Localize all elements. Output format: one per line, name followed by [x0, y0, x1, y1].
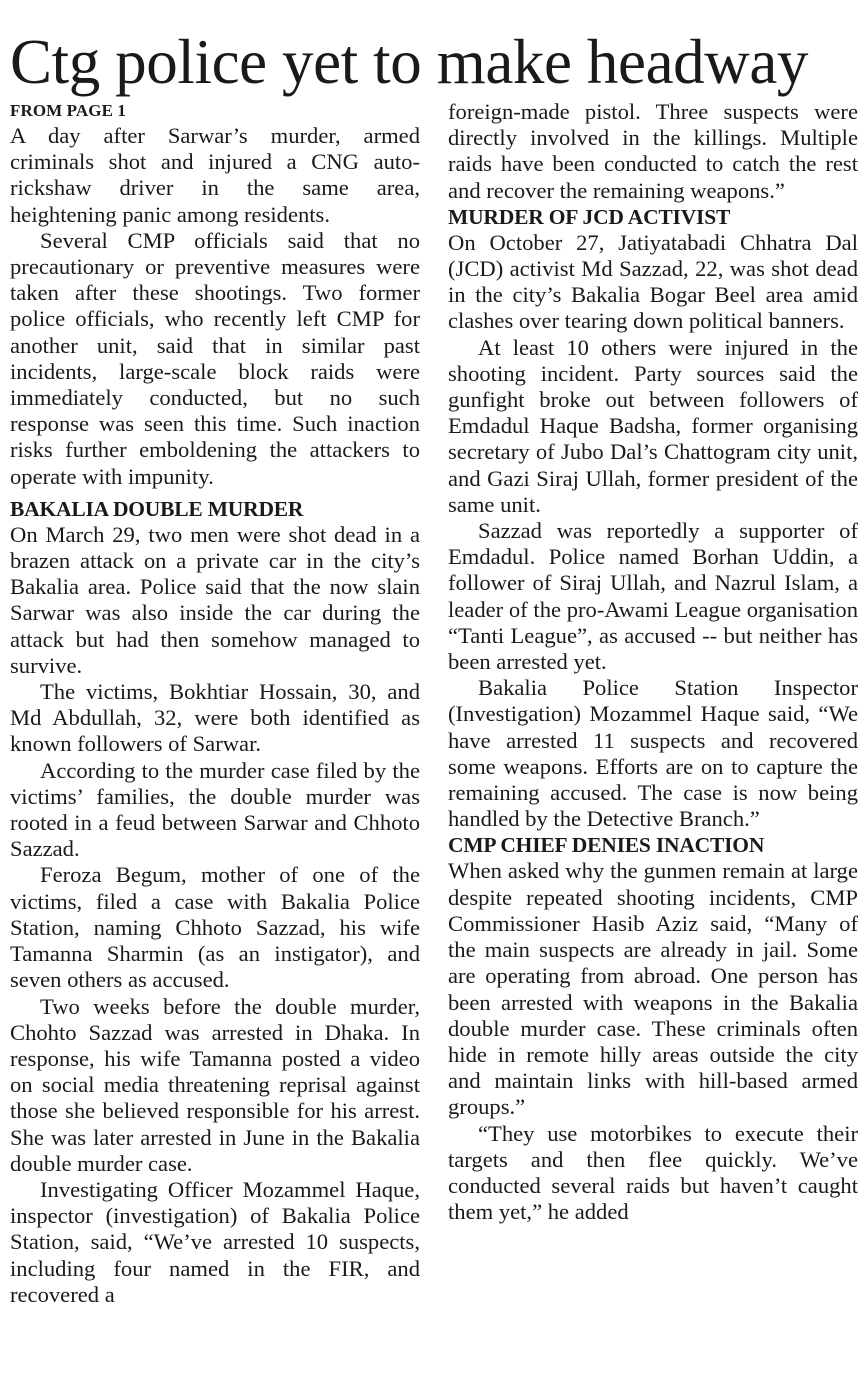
- paragraph: Several CMP officials said that no precautionary or preventive measures were taken after these shootings. Two former police officials, who recently left CMP for another unit, said that in similar past incidents, large-scale block raids were immediately conducted, but no such response was seen this time. Such inaction risks further emboldening the attackers to operate with impunity.: [10, 227, 420, 489]
- article-column-left: [10, 99, 420, 1308]
- paragraph: Feroza Begum, mother of one of the victims, filed a case with Bakalia Police Station, naming Chhoto Sazzad, his wife Tamanna Sharmin (as an instigator), and seven others as accused.: [10, 862, 420, 993]
- headline: Ctg police yet to make headway: [10, 27, 808, 97]
- paragraph: At least 10 others were injured in the shooting incident. Party sources said the gunfight broke out between followers of Emdadul Haque Badsha, former organising secretary of Jubo Dal’s Chattogram city unit, and Gazi Siraj Ullah, former president of the same unit.: [448, 334, 858, 517]
- paragraph: Sazzad was reportedly a supporter of Emdadul. Police named Borhan Uddin, a follower of Siraj Ullah, and Nazrul Islam, a leader of the pro-Awami League organisation “Tanti League”, as accused -- but neither has been arrested yet.: [448, 518, 858, 675]
- paragraph: Bakalia Police Station Inspector (Investigation) Mozammel Haque said, “We have arrested 11 suspects and recovered some weapons. Efforts are on to capture the remaining accused. The case is now being handled by the Detective Branch.”: [448, 675, 858, 832]
- paragraph: When asked why the gunmen remain at large despite repeated shooting incidents, CMP Commissioner Hasib Aziz said, “Many of the main suspects are already in jail. Some are operating from abroad. One person has been arrested with weapons in the Bakalia double murder case. These criminals often hide in remote hilly areas outside the city and maintain links with hill-based armed groups.”: [448, 858, 858, 1120]
- paragraph: On October 27, Jatiyatabadi Chhatra Dal (JCD) activist Md Sazzad, 22, was shot dead in the city’s Bakalia Bogar Beel area amid clashes over tearing down political banners.: [448, 229, 858, 334]
- paragraph: “They use motorbikes to execute their targets and then flee quickly. We’ve conducted several raids but haven’t caught them yet,” he added: [448, 1120, 858, 1225]
- subheading-bakalia-double-murder: BAKALIA DOUBLE MURDER: [10, 496, 304, 521]
- paragraph: Two weeks before the double murder, Chohto Sazzad was arrested in Dhaka. In response, his wife Tamanna posted a video on social media threatening reprisal against those she believed responsible for his arrest. She was later arrested in June in the Bakalia double murder case.: [10, 993, 420, 1176]
- paragraph: On March 29, two men were shot dead in a brazen attack on a private car in the city’s Bakalia area. Police said that the now slain Sarwar was also inside the car during the attack but had then somehow managed to survive.: [10, 521, 420, 678]
- paragraph: The victims, Bokhtiar Hossain, 30, and Md Abdullah, 32, were both identified as known followers of Sarwar.: [10, 679, 420, 757]
- subheading-murder-of-jcd-activist: MURDER OF JCD ACTIVIST: [448, 204, 731, 229]
- paragraph: A day after Sarwar’s murder, armed criminals shot and injured a CNG auto-rickshaw driver in the same area, heightening panic among residents.: [10, 123, 420, 227]
- paragraph: According to the murder case filed by the victims’ families, the double murder was rooted in a feud between Sarwar and Chhoto Sazzad.: [10, 757, 420, 862]
- paragraph: Investigating Officer Mozammel Haque, inspector (investigation) of Bakalia Police Station, said, “We’ve arrested 10 suspects, including four named in the FIR, and recovered a: [10, 1176, 420, 1307]
- paragraph: foreign-made pistol. Three suspects were directly involved in the killings. Multiple raids have been conducted to catch the rest and recover the remaining weapons.”: [448, 99, 858, 203]
- continued-from-label: FROM PAGE 1: [10, 101, 126, 120]
- article-column-right: [448, 99, 858, 1225]
- subheading-cmp-chief-denies-inaction: CMP CHIEF DENIES INACTION: [448, 833, 765, 858]
